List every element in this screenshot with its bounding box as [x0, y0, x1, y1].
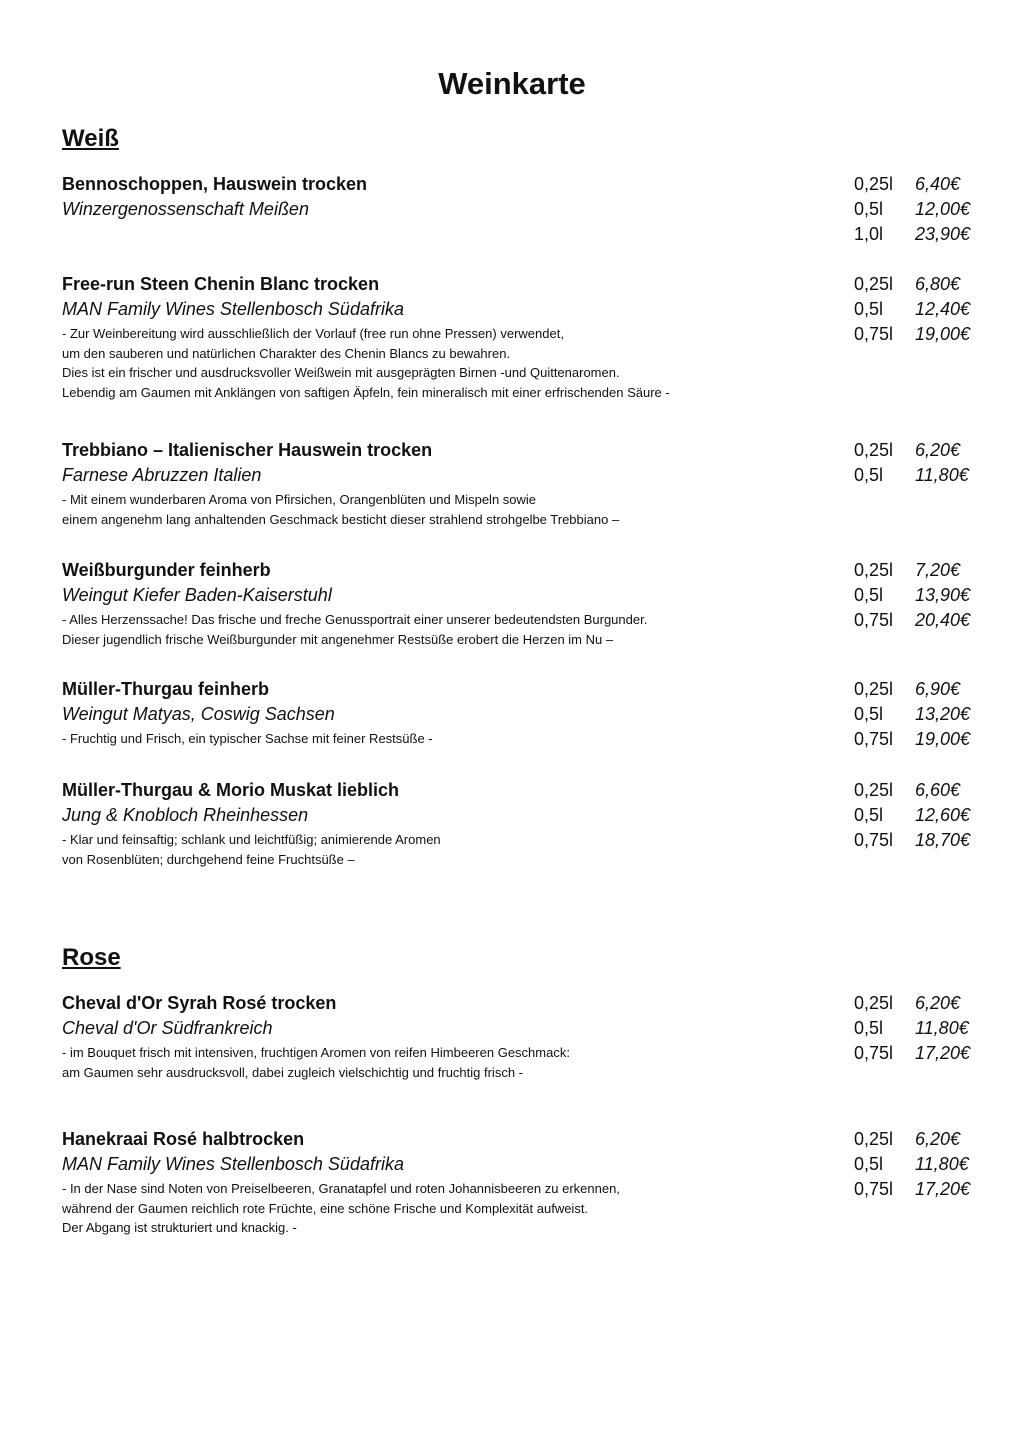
wine-description — [62, 610, 962, 649]
price: 13,20€ — [915, 704, 971, 724]
price-row — [854, 677, 970, 702]
price: 7,20€ — [915, 560, 961, 580]
volume: 0,75l — [854, 1179, 894, 1199]
volume: 0,5l — [854, 199, 884, 219]
price-row — [854, 558, 970, 583]
section-heading-weiss: Weiß — [62, 125, 119, 152]
volume: 0,25l — [854, 1129, 894, 1149]
wine-entry — [62, 172, 971, 244]
price: 11,80€ — [915, 465, 969, 485]
price-row — [854, 438, 969, 463]
volume: 0,5l — [854, 299, 884, 319]
price-list — [854, 172, 970, 247]
description-line: - Alles Herzenssache! Das frische und freche Genussportrait einer unserer bedeutendsten Burgunder. — [62, 612, 648, 627]
volume: 0,25l — [854, 174, 894, 194]
price: 6,20€ — [915, 440, 961, 460]
price-list — [854, 677, 970, 752]
description-line: am Gaumen sehr ausdrucksvoll, dabei zugleich vielschichtig und fruchtig frisch - — [62, 1064, 523, 1080]
description-line: einem angenehm lang anhaltenden Geschmack besticht dieser strahlend strohgelbe Trebbiano – — [62, 511, 620, 527]
description-line: Lebendig am Gaumen mit Anklängen von saftigen Äpfeln, fein mineralisch mit einer erfrischenden Säure - — [62, 384, 670, 400]
price: 23,90€ — [915, 224, 971, 244]
price-row — [854, 463, 969, 488]
price-row — [854, 172, 970, 197]
volume: 0,5l — [854, 805, 884, 825]
price-row — [854, 803, 970, 828]
wine-description — [62, 729, 962, 749]
wine-name: Weißburgunder feinherb — [62, 560, 271, 580]
price-row — [854, 222, 970, 247]
volume: 0,25l — [854, 440, 894, 460]
price-row — [854, 1177, 970, 1202]
price-row — [854, 1016, 970, 1041]
page-title: Weinkarte — [438, 66, 586, 101]
volume: 0,75l — [854, 1043, 894, 1063]
price-row — [854, 1152, 970, 1177]
price-row — [854, 991, 970, 1016]
price: 12,00€ — [915, 199, 971, 219]
price: 13,90€ — [915, 585, 971, 605]
wine-entry — [62, 272, 971, 402]
wine-entry — [62, 677, 971, 749]
price-row — [854, 197, 970, 222]
price: 6,80€ — [915, 274, 961, 294]
wine-name: Müller-Thurgau & Morio Muskat lieblich — [62, 780, 400, 800]
price-list — [854, 558, 970, 633]
price: 6,40€ — [915, 174, 961, 194]
wine-name: Bennoschoppen, Hauswein trocken — [62, 174, 368, 194]
price-list — [854, 272, 970, 347]
wine-description — [62, 1179, 962, 1238]
wine-entry — [62, 778, 971, 869]
wine-description — [62, 324, 962, 402]
volume: 0,25l — [854, 274, 894, 294]
description-line: - In der Nase sind Noten von Preiselbeeren, Granatapfel und roten Johannisbeeren zu erkennen, — [62, 1181, 620, 1196]
wine-name: Trebbiano – Italienischer Hauswein trocken — [62, 440, 433, 460]
price-list — [854, 438, 969, 488]
price-list — [854, 778, 970, 853]
price-list — [854, 991, 970, 1066]
price: 19,00€ — [915, 324, 971, 344]
description-line: um den sauberen und natürlichen Charakter des Chenin Blancs zu bewahren. — [62, 345, 511, 361]
wine-producer: Weingut Matyas, Coswig Sachsen — [62, 704, 335, 724]
price-row — [854, 727, 970, 752]
price-row — [854, 583, 970, 608]
price-list — [854, 1127, 970, 1202]
description-line: - Fruchtig und Frisch, ein typischer Sachse mit feiner Restsüße - — [62, 731, 433, 746]
wine-name: Free-run Steen Chenin Blanc trocken — [62, 274, 380, 294]
volume: 0,75l — [854, 830, 894, 850]
wine-entry — [62, 438, 969, 529]
wine-entry — [62, 558, 971, 649]
description-line: - Klar und feinsaftig; schlank und leichtfüßig; animierende Aromen — [62, 832, 441, 847]
price-row — [854, 608, 970, 633]
price: 17,20€ — [915, 1043, 971, 1063]
description-line: - Mit einem wunderbaren Aroma von Pfirsichen, Orangenblüten und Mispeln sowie — [62, 492, 537, 507]
description-line: während der Gaumen reichlich rote Früchte, eine schöne Frische und Komplexität aufweist. — [62, 1200, 589, 1216]
wine-producer: Farnese Abruzzen Italien — [62, 465, 262, 485]
wine-name: Cheval d'Or Syrah Rosé trocken — [62, 993, 337, 1013]
volume: 0,25l — [854, 780, 894, 800]
price-row — [854, 297, 970, 322]
price: 12,60€ — [915, 805, 971, 825]
volume: 0,5l — [854, 704, 884, 724]
price: 18,70€ — [915, 830, 971, 850]
wine-name: Hanekraai Rosé halbtrocken — [62, 1129, 305, 1149]
volume: 0,25l — [854, 993, 894, 1013]
wine-producer: MAN Family Wines Stellenbosch Südafrika — [62, 1154, 404, 1174]
wine-producer: Weingut Kiefer Baden-Kaiserstuhl — [62, 585, 332, 605]
volume: 0,25l — [854, 679, 894, 699]
price: 6,20€ — [915, 993, 961, 1013]
wine-producer: Jung & Knobloch Rheinhessen — [62, 805, 309, 825]
price-row — [854, 1041, 970, 1066]
price-row — [854, 702, 970, 727]
wine-description — [62, 490, 962, 529]
price: 20,40€ — [915, 610, 971, 630]
description-line: - im Bouquet frisch mit intensiven, fruchtigen Aromen von reifen Himbeeren Geschmack: — [62, 1045, 570, 1060]
price: 11,80€ — [915, 1154, 969, 1174]
volume: 0,5l — [854, 465, 884, 485]
price: 6,90€ — [915, 679, 961, 699]
description-line: Dies ist ein frischer und ausdrucksvoller Weißwein mit ausgeprägten Birnen -und Quittenaromen. — [62, 365, 620, 380]
price-row — [854, 272, 970, 297]
wine-entry — [62, 1127, 971, 1238]
volume: 0,5l — [854, 585, 884, 605]
price: 17,20€ — [915, 1179, 971, 1199]
price-row — [854, 1127, 970, 1152]
volume: 0,25l — [854, 560, 894, 580]
volume: 0,75l — [854, 610, 894, 630]
volume: 1,0l — [854, 224, 884, 244]
description-line: Dieser jugendlich frische Weißburgunder mit angenehmer Restsüße erobert die Herzen im Nu – — [62, 631, 614, 647]
price-row — [854, 322, 970, 347]
price: 11,80€ — [915, 1018, 969, 1038]
price: 19,00€ — [915, 729, 971, 749]
section-heading-rose: Rose — [62, 944, 121, 971]
description-line: Der Abgang ist strukturiert und knackig. - — [62, 1220, 297, 1235]
wine-description — [62, 830, 962, 869]
price-row — [854, 828, 970, 853]
wine-producer: Winzergenossenschaft Meißen — [62, 199, 309, 219]
description-line: - Zur Weinbereitung wird ausschließlich der Vorlauf (free run ohne Pressen) verwendet, — [62, 326, 564, 341]
wine-producer: Cheval d'Or Südfrankreich — [62, 1018, 273, 1038]
description-line: von Rosenblüten; durchgehend feine Fruchtsüße – — [62, 851, 355, 867]
price: 6,60€ — [915, 780, 961, 800]
price: 12,40€ — [915, 299, 971, 319]
wine-description — [62, 1043, 962, 1082]
volume: 0,75l — [854, 729, 894, 749]
wine-entry — [62, 991, 971, 1082]
wine-name: Müller-Thurgau feinherb — [62, 679, 269, 699]
price: 6,20€ — [915, 1129, 961, 1149]
volume: 0,5l — [854, 1018, 884, 1038]
volume: 0,75l — [854, 324, 894, 344]
wine-producer: MAN Family Wines Stellenbosch Südafrika — [62, 299, 404, 319]
price-row — [854, 778, 970, 803]
volume: 0,5l — [854, 1154, 884, 1174]
